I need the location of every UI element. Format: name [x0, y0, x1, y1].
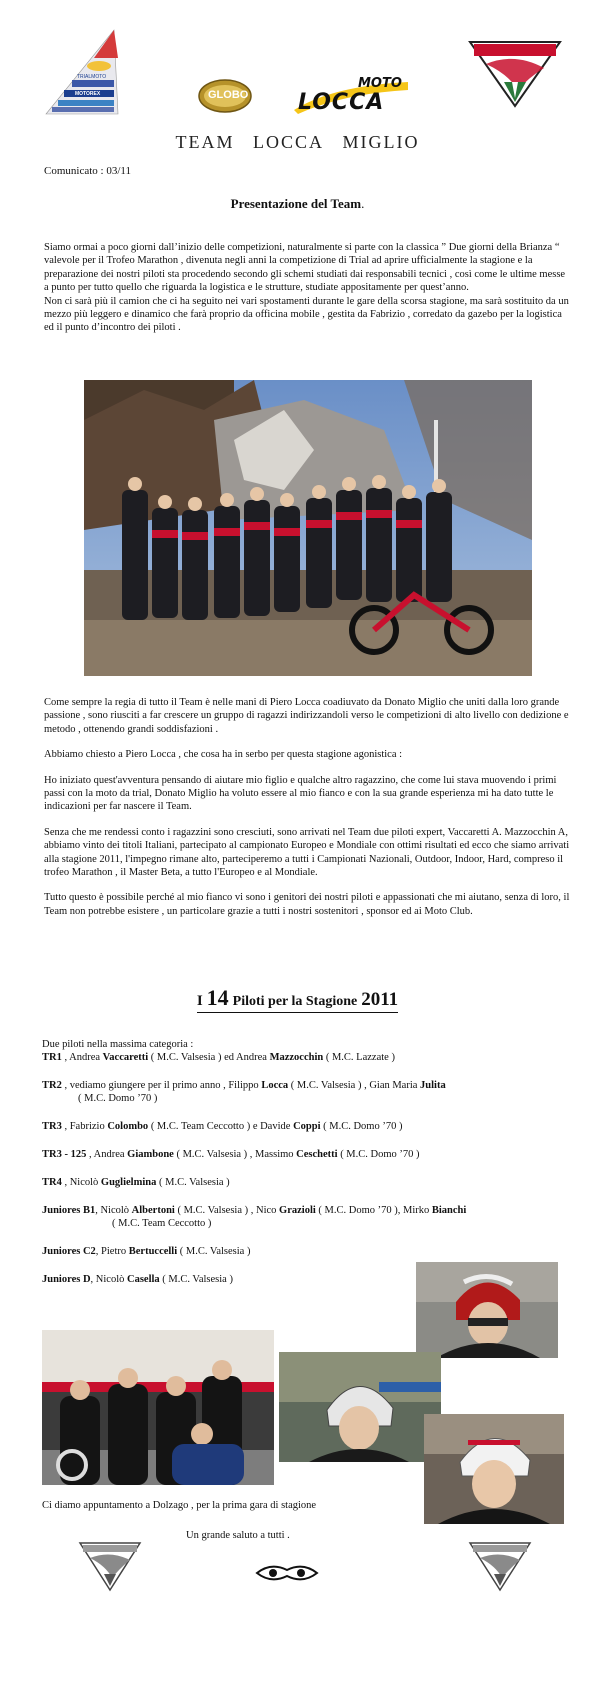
- team-group-photo: [84, 380, 532, 676]
- pilots-heading-underlined: [197, 985, 398, 1013]
- pilot-line-tr3: TR3 , Fabrizio Colombo ( M.C. Team Ceccotto ) e Davide Coppi ( M.C. Domo ’70 ): [42, 1121, 403, 1132]
- pilot-line-juniores-b1: Juniores B1, Nicolò Albertoni ( M.C. Valsesia ) , Nico Grazioli ( M.C. Domo ’70 ), Mirko Bianchi: [42, 1205, 467, 1216]
- pilot-line-juniores-c2: Juniores C2, Pietro Bertuccelli ( M.C. Valsesia ): [42, 1246, 251, 1257]
- team-title-word-3: MIGLIO: [342, 132, 420, 152]
- body-paragraph-3: Ho iniziato quest'avventura pensando di aiutare mio figlio e qualche altro ragazzino, che come lui stava muovendo i primi passi con la moto da trial, Donato Miglio ha voluto essere al mio fianco e con la sua grande esperienza mi ha dato tutte le indicazioni per far nascere il Team.: [44, 774, 557, 813]
- presentazione-heading: [0, 196, 595, 212]
- pilots-intro: Due piloti nella massima categoria :: [42, 1039, 194, 1050]
- body-paragraph-5: Tutto questo è possibile perché al mio fianco vi sono i genitori dei nostri piloti e appassionati che mi aiutano, senza di loro, il Team non potrebbe esistere , un particolare grazie a tutti i nostri sostenitori , sponsor ed ai Moto Club.: [44, 892, 570, 917]
- team-miglio-shield-logo-right: [468, 1540, 532, 1592]
- pilots-heading: [0, 985, 595, 1013]
- comunicato-label: Comunicato : 03/11: [44, 165, 131, 177]
- sail-text-1: TRIALMOTO: [77, 74, 107, 80]
- heading-number: 14: [206, 985, 229, 1010]
- intro-paragraph-1: Siamo ormai a poco giorni dall’inizio delle competizioni, naturalmente si parte con la classica ” Due giorni della Brianza “ valevole per il Trofeo Marathon , divenuta negli anni la competizione di Trial ad aprire ufficialmente la stagione e la preparazione dei nostri piloti sta procedendo secondo gli schemi studiati dai responsabili tecnici , così come le ultime messe a punto per tutto quello che riguarda la logistica e le strutture, studiate appositamente per quest’anno.: [44, 242, 566, 294]
- team-title-word-2: LOCCA: [252, 132, 324, 152]
- heading-i: I: [196, 993, 203, 1009]
- closing-saluto: Un grande saluto a tutti .: [186, 1530, 290, 1541]
- body-text: [44, 696, 571, 918]
- pilot-line-juniores-d: Juniores D, Nicolò Casella ( M.C. Valsesia ): [42, 1274, 233, 1285]
- pilot-line-tr3-125: TR3 - 125 , Andrea Giambone ( M.C. Valsesia ) , Massimo Ceschetti ( M.C. Domo ’70 ): [42, 1149, 420, 1160]
- presentazione-dot: .: [361, 196, 365, 211]
- heading-text: Piloti per la Stagione: [232, 994, 358, 1009]
- intro-paragraph-2: Non ci sarà più il camion che ci ha seguito nei vari spostamenti durante le gare della scorsa stagione, ma sarà sostituito da un mezzo più leggero e dinamico che farà proprio da officina mobile , gestita da Fabrizio , corredato da gazebo per la logistica ed il punto d’incontro dei piloti .: [44, 295, 569, 334]
- body-paragraph-1: Come sempre la regia di tutto il Team è nelle mani di Piero Locca coadiuvato da Donato Miglio che uniti dalla loro grande passione , sono riusciti a far crescere un gruppo di ragazzi indirizzandoli verso le competizioni di alto livello con dedizione e metodo , ottenendo grandi soddisfazioni .: [44, 697, 569, 735]
- portrait-photo-helmet-red: [416, 1262, 558, 1358]
- pilot-line-juniores-b1-club: ( M.C. Team Ceccotto ): [112, 1218, 212, 1229]
- team-title: [0, 132, 595, 153]
- team-miglio-shield-logo: [468, 38, 562, 108]
- rz-logo: [255, 1562, 319, 1584]
- locca-text: LOCCA: [298, 90, 385, 115]
- sail-text-2: MOTOREX: [75, 91, 101, 97]
- portrait-photo-helmet-white-boy: [279, 1352, 441, 1462]
- team-miglio-shield-logo-left: [78, 1540, 142, 1592]
- body-paragraph-4: Senza che me rendessi conto i ragazzini sono cresciuti, sono arrivati nel Team due piloti expert, Vaccaretti A. Mazzocchin A, abbiamo vinto dei titoli Italiani, partecipato al campionato Europeo e Mondiale con ottimi risultati ed ecco che siamo arrivati alla stagione 2011, l'impegno rimane alto, parteciperemo a tutti i Campionati Nazionali, Outdoor, Indoor, Hard, compreso il trofeo Marathon , il Master Beta, a tutto l'Europeo e al Mondiale.: [44, 826, 570, 879]
- heading-year: 2011: [361, 989, 399, 1010]
- pilot-line-tr2: TR2 , vediamo giungere per il primo anno , Filippo Locca ( M.C. Valsesia ) , Gian Maria Julita: [42, 1080, 446, 1091]
- pilot-line-tr4: TR4 , Nicolò Guglielmina ( M.C. Valsesia ): [42, 1177, 230, 1188]
- moto-text: MOTO: [358, 76, 402, 91]
- portrait-photo-helmet-white-young: [424, 1414, 564, 1524]
- globo-logo: [197, 78, 253, 114]
- globo-text: GLOBO: [208, 89, 249, 101]
- pilot-line-tr2-club: ( M.C. Domo ’70 ): [78, 1093, 158, 1104]
- intro-text: [44, 241, 571, 335]
- presentazione-title: Presentazione del Team: [230, 196, 362, 211]
- moto-locca-logo: [292, 76, 410, 116]
- body-paragraph-2: Abbiamo chiesto a Piero Locca , che cosa ha in serbo per questa stagione agonistica :: [44, 749, 403, 761]
- group-photo-riders: [42, 1330, 274, 1485]
- team-title-word-1: TEAM: [175, 132, 235, 152]
- closing-appuntamento: Ci diamo appuntamento a Dolzago , per la prima gara di stagione: [42, 1500, 317, 1511]
- pilot-line-tr1: TR1 , Andrea Vaccaretti ( M.C. Valsesia ) ed Andrea Mazzocchin ( M.C. Lazzate ): [42, 1052, 395, 1063]
- sponsor-sail-logo: [44, 28, 119, 116]
